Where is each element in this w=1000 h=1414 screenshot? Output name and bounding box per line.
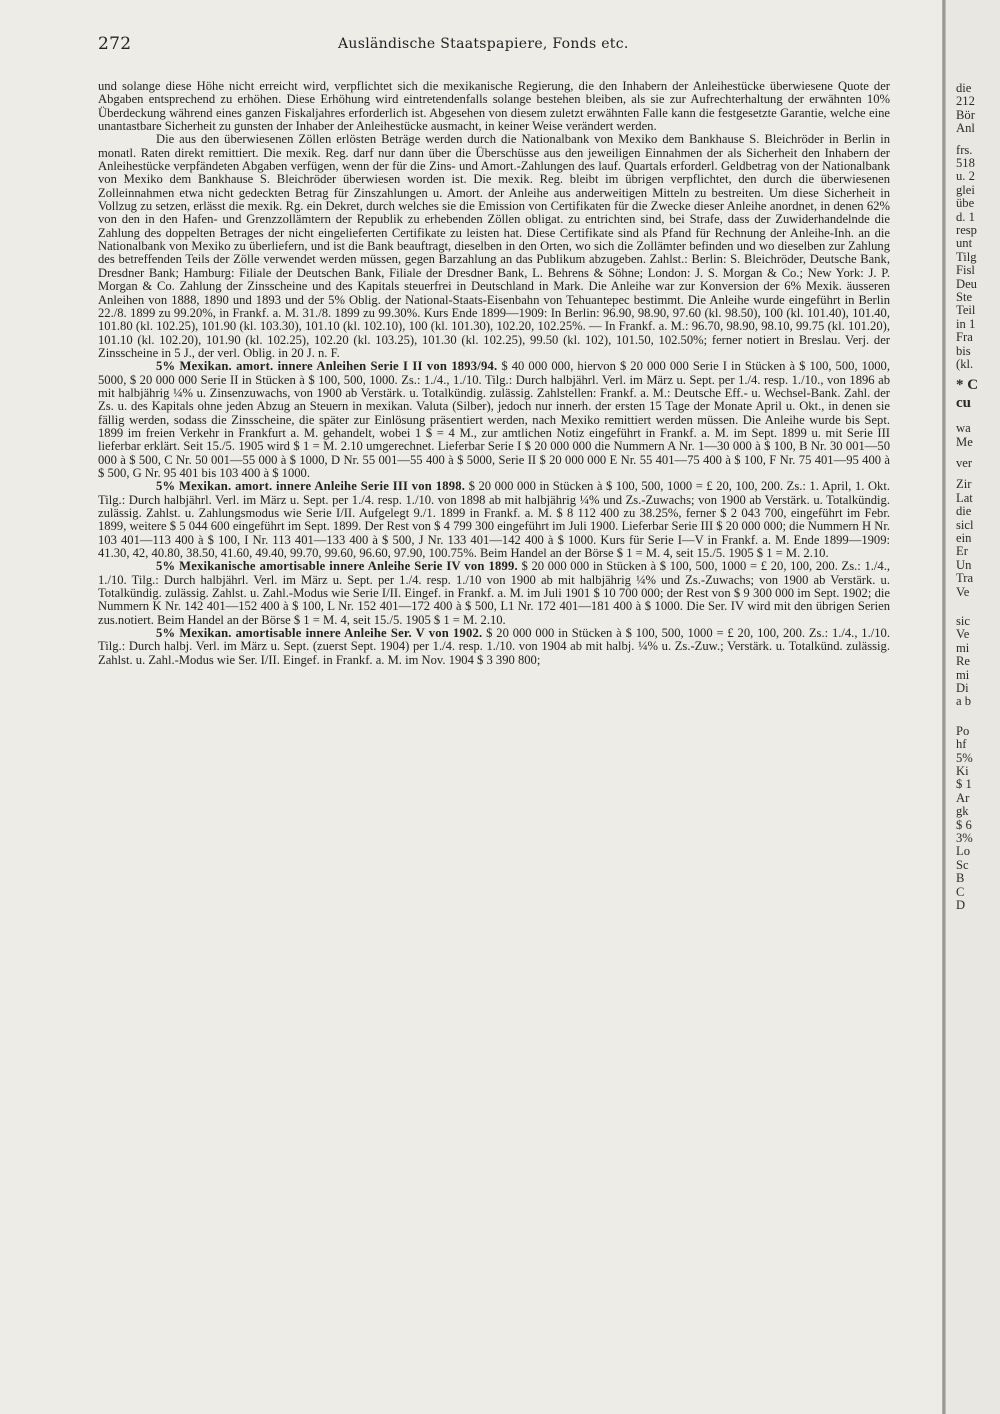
margin-line: Ve	[956, 584, 970, 599]
margin-line: ein	[956, 531, 972, 545]
bond-entry-heading: 5% Mexikan. amort. innere Anleihen Serie I II von 1893/94.	[156, 359, 498, 374]
margin-line: ver	[956, 456, 973, 470]
margin-line: 3%	[956, 831, 973, 845]
margin-line: Re	[956, 654, 970, 669]
bond-entry-text: $ 20 000 000 in Stücken à $ 100, 500, 1000 = £ 20, 100, 200. Zs.: 1./4., 1./10. Tilg.: Durch halbjährl. Verl. im März u. Sept. per 1./4. resp. 1./10 von 1900 ab mit halbjährig ¼% und Zs.-Zuwachs; von 1900 ab Verstärk. u. Totalkündig. zulässig. Zahlst. u. Zahl.-Modus wie Serie I/II. Eingef. in Frankf. a. M. im Juli 1901 $ 10 700 000; der Rest von $ 9 300 000 im Sept. 1902; die Nummern K Nr. 142 401—152 400 à $ 100, L Nr. 152 401—172 400 à $ 500, L1 Nr. 172 401—181 400 à $ 1000. Die Ser. IV wird mit den übrigen Serien zus.notiert. Beim Handel an der Börse $ 1 = M. 4, seit 15./5. 1905 $ 1 = M. 2.10.	[98, 559, 890, 627]
margin-line: Ve	[956, 627, 970, 642]
margin-line: 518	[956, 156, 975, 170]
margin-line: Di	[956, 681, 969, 695]
margin-line: Sc	[956, 857, 969, 872]
margin-line: Zir	[956, 477, 972, 492]
bond-entry	[98, 560, 890, 627]
margin-line: Ki	[956, 764, 969, 778]
margin-line: Po	[956, 723, 970, 738]
margin-line: Un	[956, 557, 972, 572]
margin-line: Tilg	[956, 249, 977, 264]
margin-line: mi	[956, 667, 970, 682]
margin-line: Lat	[956, 490, 973, 505]
bond-entry	[98, 480, 890, 560]
paragraph: Die aus den überwiesenen Zöllen erlösten Beträge werden durch die Nationalbank von Mexiko dem Bankhause S. Bleichröder in Berlin in monatl. Raten direkt remittiert. Die mexik. Reg. darf nur dann über die Überschüsse aus den jeweiligen Einnahmen der als Sicherheit den Inhabern der Anleihestücke verpfändeten Abgaben verfügen, wenn der für die Zins- und Amort.-Zahlungen des lauf. Quartals erforderl. Geldbetrag von der Nationalbank von Mexiko dem Bankhause S. Bleichröder überwiesen worden ist. Die mexik. Reg. bleibt im übrigen verpflichtet, den durch die überwiesenen Zolleinnahmen etwa nicht gedeckten Betrag für Zinszahlungen u. Amort. der Anleihe aus anderweitigen Mitteln zu bestreiten. Um diese Sicherheit in Vollzug zu setzen, erlässt die mexik. Rg. ein Dekret, durch welches sie die Emission von Certifikaten für die Zwecke dieser Anleihe anordnet, in denen 62% von den in den Hafen- und Grenzzollämtern der Republik zu erhebenden Zöllen obligat. zu entrichten sind, bei Strafe, dass der Zuwiderhandelnde die Zahlung des doppelten Betrages der nicht eingelieferten Certifikate zu leisten hat. Diese Certifikate sind als Pfand für Rechnung der Anleihe-Inh. an die Nationalbank von Mexiko zu überliefern, und ist die Bank beauftragt, dieselben in den Orten, wo sich die Zollämter befinden und wo dieselben zur Zahlung des betreffenden Teils der Zölle verwendet werden müssen, gegen Barzahlung an das Publikum abzugeben. Zahlst.: Berlin: S. Bleichröder, Deutsche Bank, Dresdner Bank; Hamburg: Filiale der Deutschen Bank, Filiale der Dresdner Bank, L. Behrens & Söhne; London: J. S. Morgan & Co.; New York: J. P. Morgan & Co. Zahlung der Zinsscheine und des Kapitals steuerfrei in Deutschland in Mark. Die Anleihe war zur Konversion der 6% Mexik. äusseren Anleihen von 1888, 1890 und 1893 und der 5% Oblig. der National-Staats-Eisenbahn von Tehuantepec bestimmt. Die Anleihe wurde eingeführt in Berlin 22./8. 1899 zu 99.20%, in Frankf. a. M. 31./8. 1899 zu 99.30%. Kurs Ende 1899—1909: In Berlin: 96.90, 98.90, 97.60 (kl. 98.50), 100 (kl. 101.40), 101.40, 101.80 (kl. 102.25), 101.90 (kl. 103.30), 101.10 (kl. 102.10), 100 (kl. 101.30), 102.20, 102.25%. — In Frankf. a. M.: 96.70, 98.90, 98.10, 99.75 (kl. 101.20), 101.10 (kl. 102.20), 101.90 (kl. 102.25), 102.20 (kl. 103.25), 101.30 (kl. 102.25), 99.50 (kl. 102), 101.50, 102.50%; ferner notiert in Breslau. Verj. der Zinsscheine in 5 J., der verl. Oblig. in 20 J. n. F.	[98, 132, 890, 360]
bond-entry-text: $ 40 000 000, hiervon $ 20 000 000 Serie I in Stücken à $ 100, 500, 1000, 5000, $ 20 000 000 Serie II in Stücken à $ 100, 500, 1000. Zs.: 1./4., 1./10. Tilg.: Durch halbjährl. Verl. im März u. Sept. per 1./4. resp. 1./10., von 1896 ab mit halbjährig ¼% u. Zinsenzuwachs, von 1900 ab Verstärk. u. Totalkündig. zulässig. Zahlstellen: Frankf. a. M.: Deutsche Eff.- u. Wechsel-Bank. Zahl. der Zs. u. des Kapitals ohne jeden Abzug an Steuern in mexikan. Valuta (Silber), jedoch nur innerh. der ersten 15 Tage der Monate April u. Okt., in denen sie fällig werden, sodass die Zinsscheine, die später zur Einlösung präsentiert werden, nach Mexiko remittiert werden müssen. Die Anleihe wurde bis Sept. 1899 im freien Verkehr in Frankfurt a. M. gehandelt, wobei 1 $ = 4 M., zur amtlichen Notiz eingeführt in Frankf. a. M. im Sept. 1899 u. mit Serie III lieferbar erklärt. Seit 15./5. 1905 wird $ 1 = M. 2.10 umgerechnet. Lieferbar Serie I $ 20 000 000 die Nummern A Nr. 1—30 000 à $ 100, B Nr. 30 001—50 000 à $ 500, C Nr. 50 001—55 000 à $ 1000, D Nr. 55 001—55 400 à $ 5000, Serie II $ 20 000 000 E Nr. 55 401—75 400 à $ 100, F Nr. 75 401—95 400 à $ 500, G Nr. 95 401 bis 103 400 à $ 1000.	[98, 359, 890, 480]
margin-line: B	[956, 871, 965, 886]
margin-line: Ste	[956, 290, 973, 304]
margin-line: 5%	[956, 750, 973, 765]
margin-line: $ 6	[956, 817, 972, 832]
margin-line: Me	[956, 434, 973, 449]
margin-line: übe	[956, 196, 975, 211]
margin-line: Anl	[956, 121, 975, 136]
margin-line: Tra	[956, 571, 974, 586]
bond-entry-heading: 5% Mexikan. amort. innere Anleihe Serie III von 1898.	[156, 479, 466, 494]
margin-line: Fra	[956, 330, 973, 345]
margin-line: in 1	[956, 316, 976, 331]
margin-line: frs.	[956, 142, 973, 157]
bond-entry	[98, 627, 890, 667]
margin-line: cu	[956, 394, 971, 411]
paragraph: und solange diese Höhe nicht erreicht wird, verpflichtet sich die mexikanische Regierung, die den Inhabern der Anleihestücke überwiesene Quote der Abgaben entsprechend zu erhöhen. Diese Erhöhung wird eintretendenfalls solange bestehen bleiben, als sie zur Aufrechterhaltung der erwähnten 10% Überdeckung während eines ganzen Fiskaljahres erforderlich ist. Abgesehen von diesem zuletzt erwähnten Falle kann die festgesetzte Garantie, welche eine unantastbare Sicherheit zu gunsten der Inhaber der Anleihestücke ausmacht, in keiner Weise verändert werden.	[98, 79, 890, 134]
bond-entry-text: $ 20 000 000 in Stücken à $ 100, 500, 1000 = £ 20, 100, 200. Zs.: 1./4., 1./10. Tilg.: Durch halbj. Verl. im März u. Sept. (zuerst Sept. 1904) per 1./4. resp. 1./10. von 1904 ab mit halbj. ¼% u. Zs.-Zuw.; Verstärk. u. Totalkünd. zulässig. Zahlst. u. Zahl.-Modus wie Ser. I/II. Eingef. in Frankf. a. M. im Nov. 1904 $ 3 390 800;	[98, 626, 890, 667]
running-title: Ausländische Staatspapiere, Fonds etc.	[338, 36, 629, 52]
margin-line: resp	[956, 223, 977, 237]
margin-line: mi	[956, 640, 970, 655]
bond-entry-heading: 5% Mexikanische amortisable innere Anleihe Serie IV von 1899.	[156, 559, 518, 574]
margin-line: D	[956, 898, 966, 912]
bond-entry-text: $ 20 000 000 in Stücken à $ 100, 500, 1000 = £ 20, 100, 200. Zs.: 1. April, 1. Okt. Tilg.: Durch halbjährl. Verl. im März u. Sept. per 1./4. resp. 1./10. von 1898 ab mit halbjährig ¼% und Zs.-Zuwachs; von 1900 ab Verstärk. u. Totalkündig. zulässig. Zahlst. u. Zahlungsmodus wie Serie I/II. Aufgelegt 9./1. 1899 in Frankf. a. M. $ 8 112 400 zu 38.25%, ferner $ 2 043 700, eingeführt im Febr. 1899, weitere $ 5 044 600 eingeführt im Sept. 1899. Der Rest von $ 4 799 300 eingeführt im Juli 1900. Lieferbar Serie III $ 20 000 000; die Nummern H Nr. 103 401—113 400 à $ 100, I Nr. 113 401—133 400 à $ 500, J Nr. 133 401—142 400 à $ 1000. Kurs für Serie I—V in Frankf. a. M. Ende 1899—1909: 41.30, 42, 40.80, 38.50, 41.60, 49.40, 99.70, 99.60, 96.60, 97.90, 100.75%. Beim Handel an der Börse $ 1 = M. 4, seit 15./5. 1905 $ 1 = M. 2.10.	[98, 479, 890, 561]
margin-line: Teil	[956, 303, 976, 318]
margin-line: die	[956, 81, 972, 95]
margin-line: gk	[956, 804, 969, 819]
margin-line: Er	[956, 544, 968, 559]
margin-line: * C	[956, 377, 979, 394]
page-number: 272	[98, 34, 132, 54]
bond-entry-heading: 5% Mexikan. amortisable innere Anleihe Ser. V von 1902.	[156, 626, 483, 641]
margin-line: wa	[956, 421, 971, 436]
margin-line: u. 2	[956, 169, 975, 184]
margin-line: d. 1	[956, 209, 975, 224]
margin-line: Deu	[956, 276, 977, 291]
margin-line: sicl	[956, 517, 974, 532]
bond-entry	[98, 360, 890, 480]
margin-line: die	[956, 504, 972, 519]
margin-line: unt	[956, 236, 973, 251]
adjacent-page-fragment	[950, 0, 1000, 1414]
margin-line: bis	[956, 343, 971, 358]
margin-line: hf	[956, 737, 967, 752]
margin-line: Fisl	[956, 263, 975, 278]
margin-line: glei	[956, 182, 975, 197]
margin-line: Bör	[956, 107, 975, 122]
margin-line: C	[956, 884, 965, 899]
margin-line: a b	[956, 694, 972, 709]
margin-line: (kl.	[956, 357, 974, 371]
book-gutter	[942, 0, 946, 1414]
margin-line: sic	[956, 614, 970, 628]
margin-line: 212	[956, 94, 975, 109]
margin-line: $ 1	[956, 777, 972, 792]
page-header	[98, 34, 888, 56]
margin-line: Lo	[956, 844, 970, 859]
body-text	[98, 80, 890, 667]
margin-line: Ar	[956, 790, 970, 805]
